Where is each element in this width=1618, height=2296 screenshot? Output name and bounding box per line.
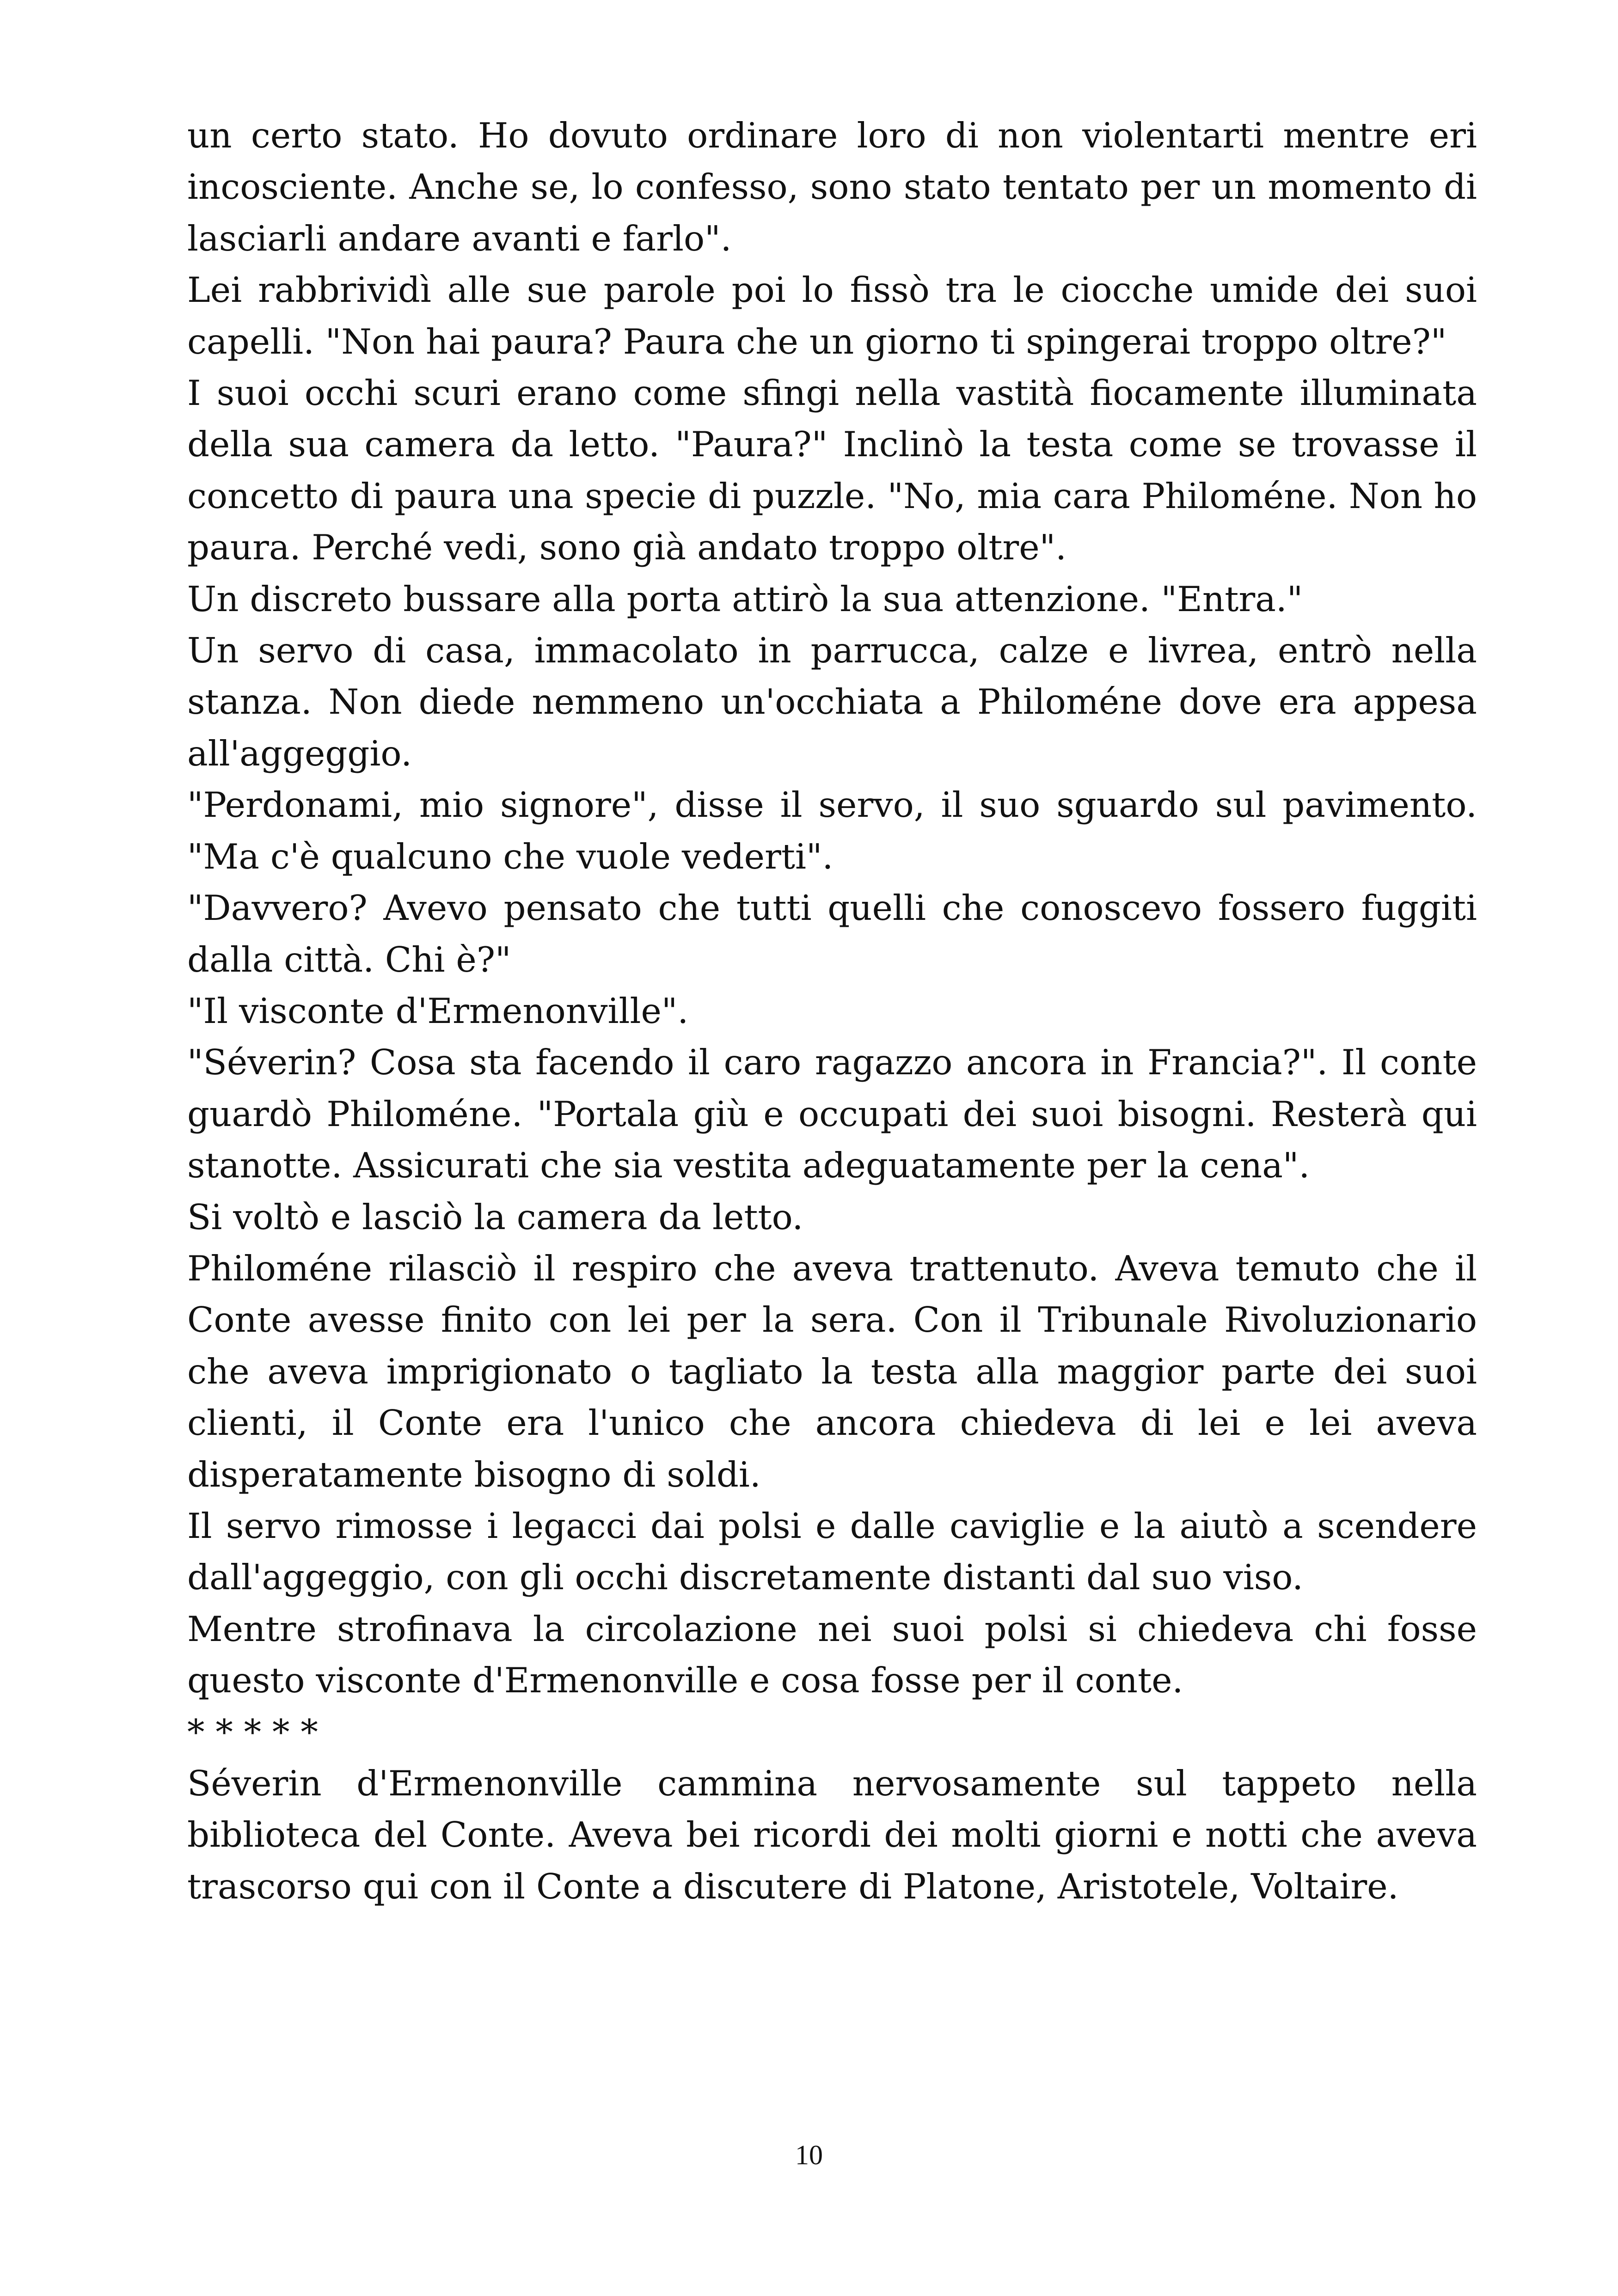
body-text [187,110,1477,1912]
paragraph: "Davvero? Avevo pensato che tutti quelli che conoscevo fossero fuggiti dalla città. Chi è?" [187,888,1477,980]
paragraph: Séverin d'Ermenonville cammina nervosamente sul tappeto nella biblioteca del Conte. Aveva bei ricordi dei molti giorni e notti che aveva trascorso qui con il Conte a discutere di Platone, Aristotele, Voltaire. [187,1763,1477,1907]
paragraph: Un servo di casa, immacolato in parrucca, calze e livrea, entrò nella stanza. Non diede nemmeno un'occhiata a Philoméne dove era appesa all'aggeggio. [187,630,1477,774]
paragraph: Un discreto bussare alla porta attirò la sua attenzione. "Entra." [187,578,1303,619]
paragraph: Mentre strofinava la circolazione nei suoi polsi si chiedeva chi fosse questo visconte d'Ermenonville e cosa fosse per il conte. [187,1608,1477,1701]
paragraph: un certo stato. Ho dovuto ordinare loro di non violentarti mentre eri incosciente. Anche se, lo confesso, sono stato tentato per un momento di lasciarli andare avanti e farlo". [187,115,1477,259]
page-number: 10 [795,2140,823,2170]
paragraph: I suoi occhi scuri erano come sfingi nella vastità fiocamente illuminata della sua camera da letto. "Paura?" Inclinò la testa come se trovasse il concetto di paura una specie di puzzle. "No, mia cara Philoméne. Non ho paura. Perché vedi, sono già andato troppo oltre". [187,373,1477,568]
paragraph: Si voltò e lasciò la camera da letto. [187,1196,803,1237]
paragraph: Lei rabbrividì alle sue parole poi lo fissò tra le ciocche umide dei suoi capelli. "Non hai paura? Paura che un giorno ti spingerai troppo oltre?" [187,269,1477,362]
paragraph: "Séverin? Cosa sta facendo il caro ragazzo ancora in Francia?". Il conte guardò Philoméne. "Portala giù e occupati dei suoi bisogni. Resterà qui stanotte. Assicurati che sia vestita adeguatamente per la cena". [187,1042,1477,1186]
paragraph: "Perdonami, mio signore", disse il servo, il suo sguardo sul pavimento. "Ma c'è qualcuno che vuole vederti". [187,784,1477,877]
paragraph: Il servo rimosse i legacci dai polsi e dalle caviglie e la aiutò a scendere dall'aggeggio, con gli occhi discretamente distanti dal suo viso. [187,1505,1477,1598]
paragraph: "Il visconte d'Ermenonville". [187,990,689,1031]
section-separator: * * * * * [187,1711,318,1752]
paragraph: Philoméne rilasciò il respiro che aveva trattenuto. Aveva temuto che il Conte avesse finito con lei per la sera. Con il Tribunale Rivoluzionario che aveva imprigionato o tagliato la testa alla maggior parte dei suoi clienti, il Conte era l'unico che ancora chiedeva di lei e lei aveva disperatamente bisogno di soldi. [187,1248,1477,1495]
